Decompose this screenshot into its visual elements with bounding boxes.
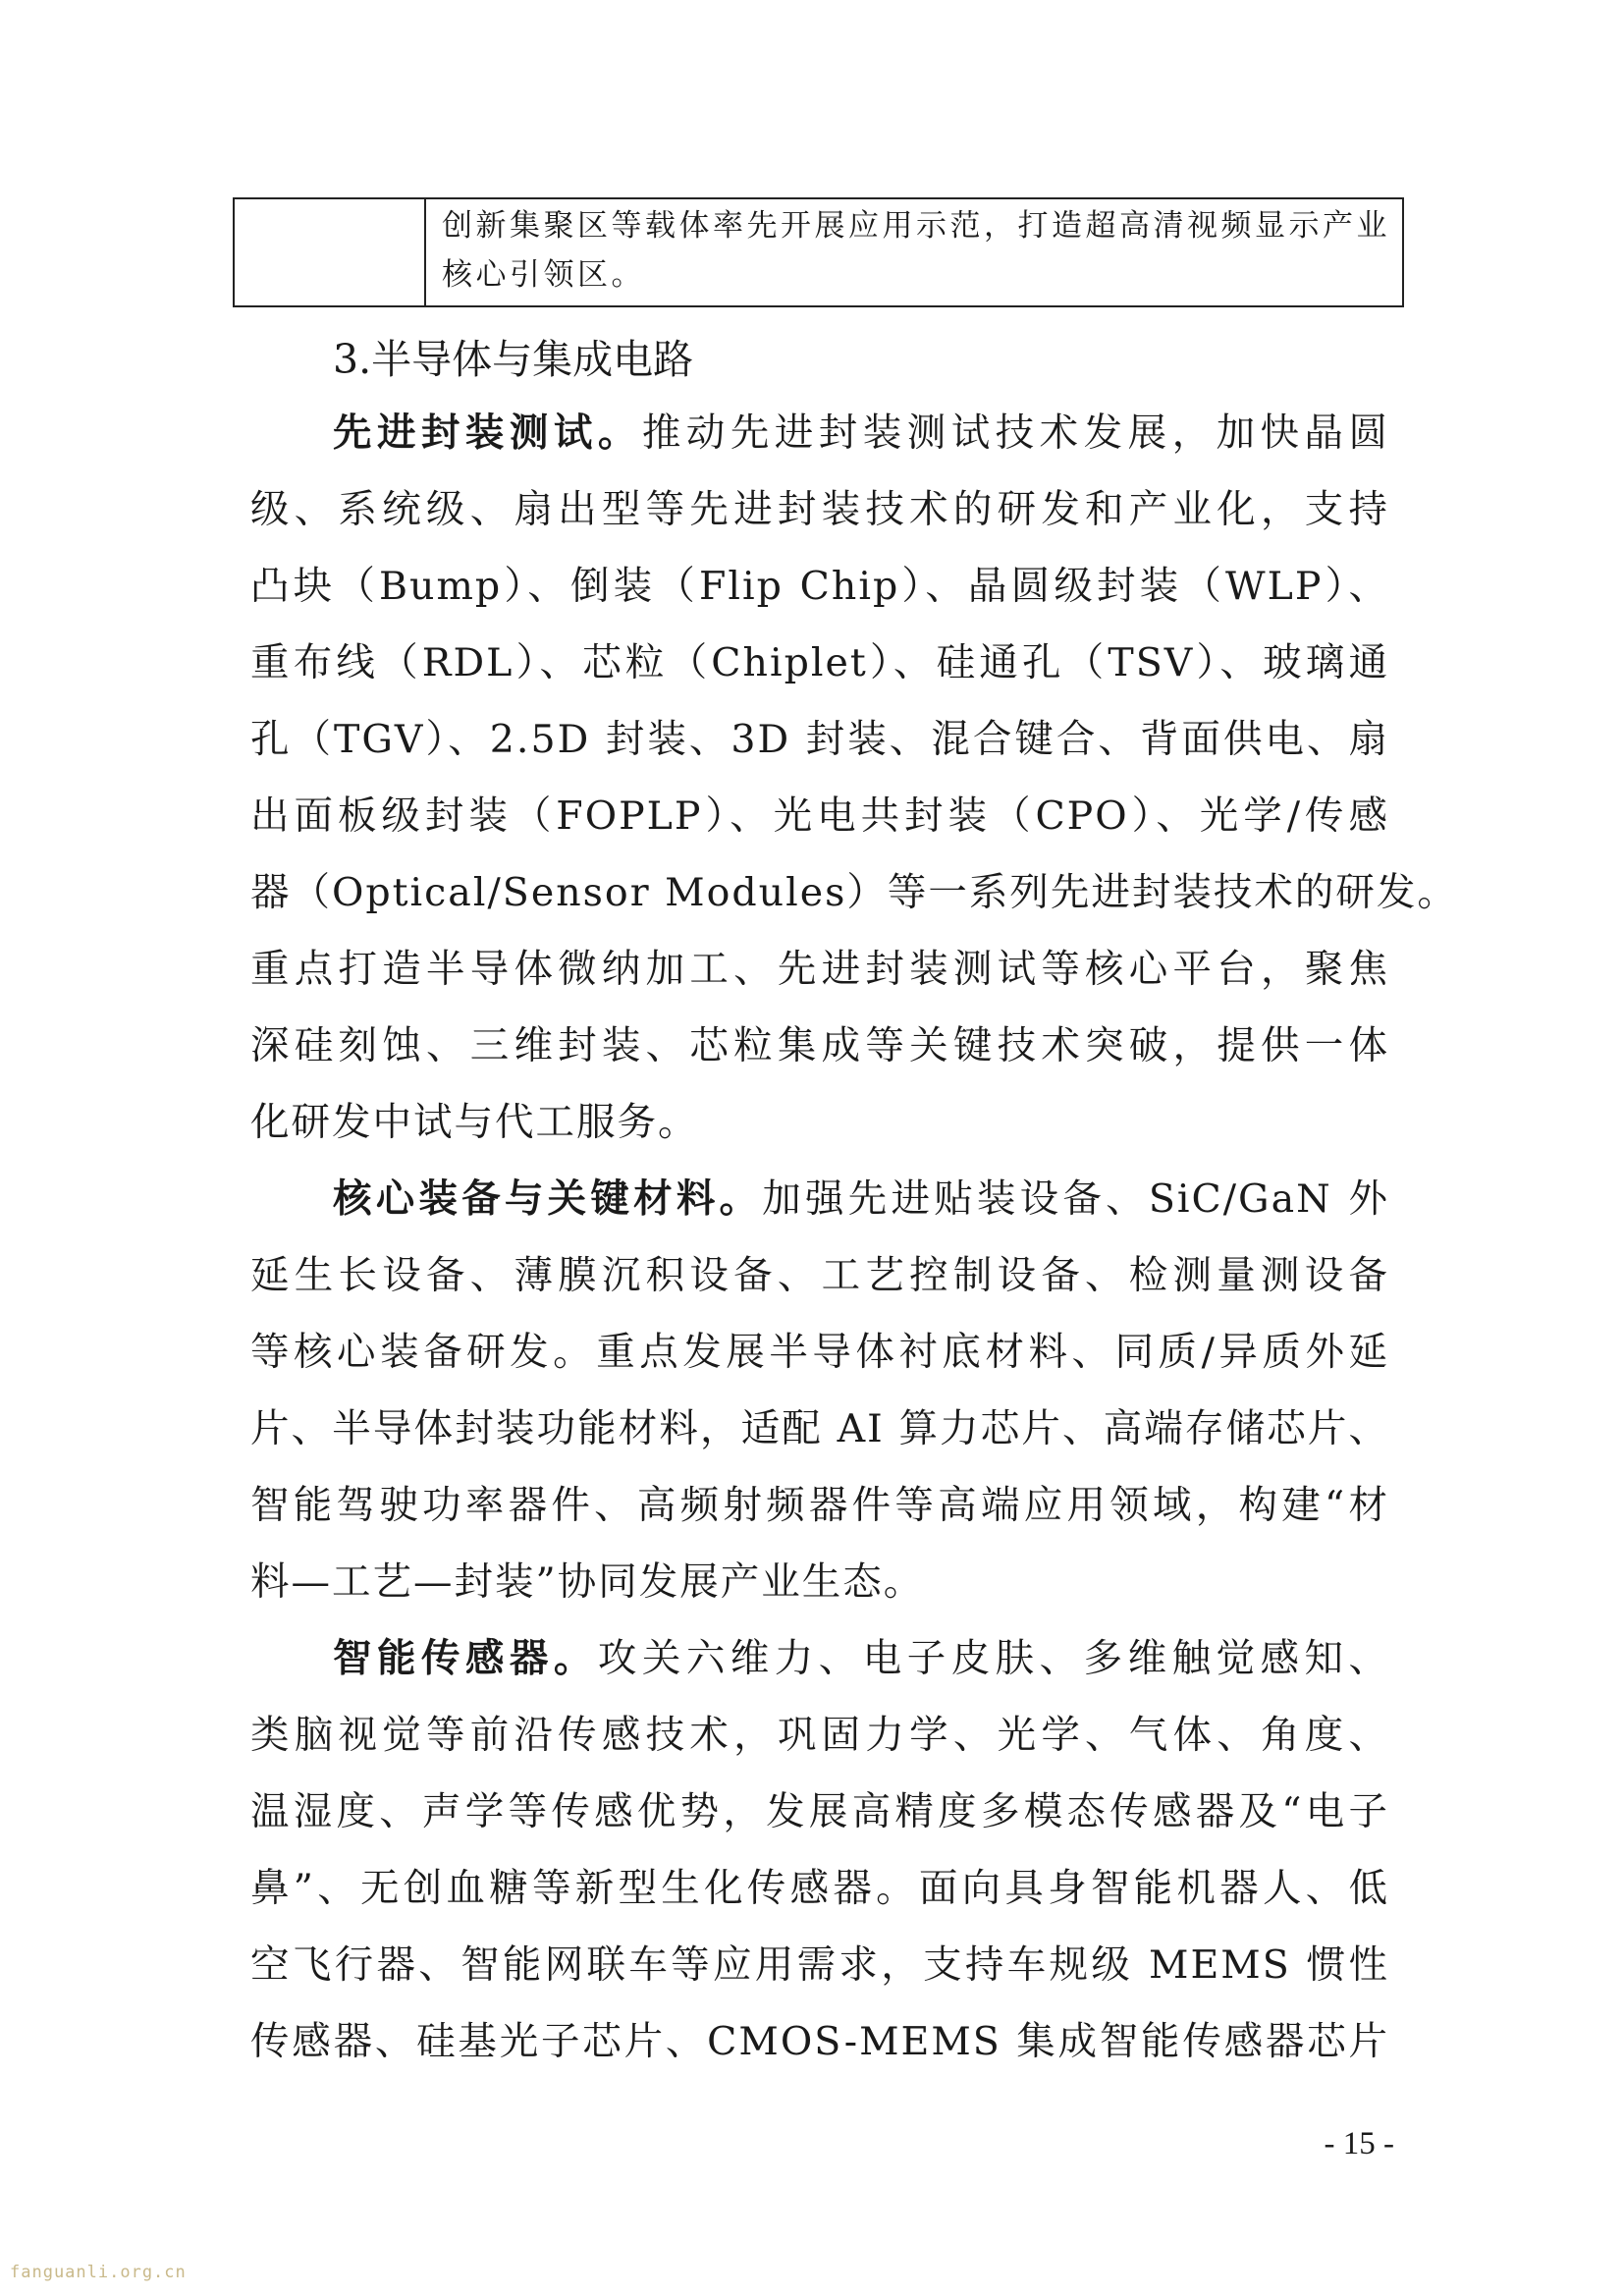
paragraph-line: 智能驾驶功率器件、高频射频器件等高端应用领域，构建“材 bbox=[250, 1483, 1389, 1528]
paragraph-line: 温湿度、声学等传感优势，发展高精度多模态传感器及“电子 bbox=[250, 1789, 1389, 1834]
paragraph-line: 空飞行器、智能网联车等应用需求，支持车规级 MEMS 惯性 bbox=[250, 1942, 1389, 1988]
paragraph-line: 出面板级封装（FOPLP）、光电共封装（CPO）、光学/传感 bbox=[250, 793, 1389, 839]
paragraph-line bbox=[250, 395, 1389, 471]
paragraph-lead: 先进封装测试。 bbox=[333, 410, 642, 456]
paragraph-line: 等核心装备研发。重点发展半导体衬底材料、同质/异质外延 bbox=[250, 1330, 1389, 1375]
paragraph-line bbox=[250, 1161, 1389, 1237]
paragraph-line: 深硅刻蚀、三维封装、芯粒集成等关键技术突破，提供一体 bbox=[250, 1023, 1389, 1068]
paragraph-smart-sensors bbox=[250, 1620, 1389, 2080]
paragraph-text: 推动先进封装测试技术发展，加快晶圆 bbox=[641, 410, 1390, 456]
table-cell-line: 核心引领区。 bbox=[442, 257, 645, 293]
paragraph-line: 延生长设备、薄膜沉积设备、工艺控制设备、检测量测设备 bbox=[250, 1253, 1389, 1298]
document-body bbox=[250, 328, 1458, 2080]
paragraph-text: 加强先进贴装设备、SiC/GaN 外 bbox=[762, 1176, 1390, 1222]
page-number: - 15 - bbox=[1324, 2126, 1394, 2161]
table-cell-line: 创新集聚区等载体率先开展应用示范，打造超高清视频显示产业 bbox=[442, 208, 1390, 244]
paragraph-line: 料—工艺—封装”协同发展产业生态。 bbox=[250, 1559, 925, 1605]
paragraph-line: 器（Optical/Sensor Modules）等一系列先进封装技术的研发。 bbox=[250, 870, 1458, 915]
paragraph-line: 孔（TGV）、2.5D 封装、3D 封装、混合键合、背面供电、扇 bbox=[250, 717, 1389, 762]
paragraph-line: 重布线（RDL）、芯粒（Chiplet）、硅通孔（TSV）、玻璃通 bbox=[250, 640, 1389, 685]
paragraph-line: 类脑视觉等前沿传感技术，巩固力学、光学、气体、角度、 bbox=[250, 1713, 1389, 1758]
table-cell-text bbox=[426, 199, 1402, 305]
paragraph-line: 重点打造半导体微纳加工、先进封装测试等核心平台，聚焦 bbox=[250, 947, 1389, 992]
table-fragment bbox=[233, 197, 1404, 307]
paragraph-core-equipment bbox=[250, 1161, 1389, 1620]
paragraph-line bbox=[250, 1620, 1389, 1697]
paragraph-line: 凸块（Bump）、倒装（Flip Chip）、晶圆级封装（WLP）、 bbox=[250, 564, 1389, 609]
paragraph-line: 化研发中试与代工服务。 bbox=[250, 1100, 699, 1145]
paragraph-lead: 核心装备与关键材料。 bbox=[333, 1176, 763, 1222]
paragraph-line: 鼻”、无创血糖等新型生化传感器。面向具身智能机器人、低 bbox=[250, 1866, 1389, 1911]
paragraph-line: 片、半导体封装功能材料，适配 AI 算力芯片、高端存储芯片、 bbox=[250, 1406, 1389, 1451]
section-heading: 3.半导体与集成电路 bbox=[333, 336, 694, 383]
paragraph-line: 传感器、硅基光子芯片、CMOS-MEMS 集成智能传感器芯片 bbox=[250, 2019, 1389, 2064]
watermark: fanguanli.org.cn bbox=[10, 2263, 187, 2282]
paragraph-lead: 智能传感器。 bbox=[333, 1636, 598, 1681]
paragraph-line: 级、系统级、扇出型等先进封装技术的研发和产业化，支持 bbox=[250, 487, 1389, 532]
table-cell-empty bbox=[235, 199, 426, 305]
paragraph-advanced-packaging bbox=[250, 395, 1458, 1161]
paragraph-text: 攻关六维力、电子皮肤、多维触觉感知、 bbox=[597, 1636, 1390, 1681]
